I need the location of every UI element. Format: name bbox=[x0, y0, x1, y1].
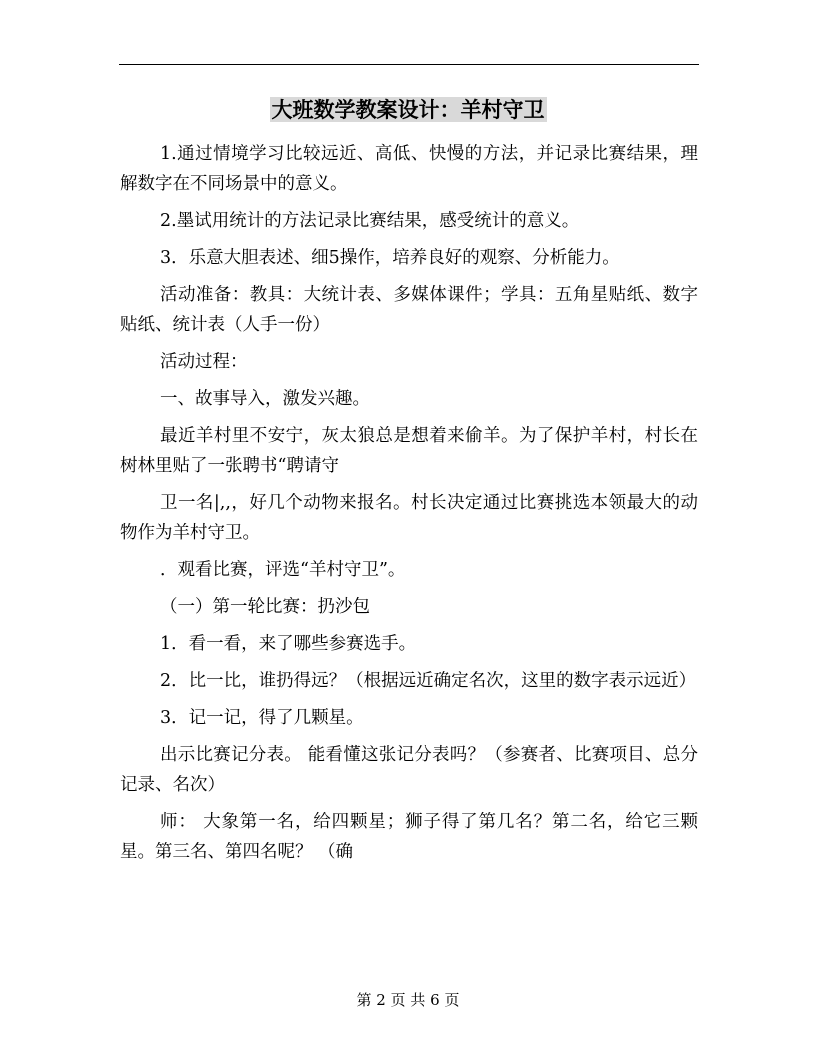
paragraph: 2.墨试用统计的方法记录比赛结果，感受统计的意义。 bbox=[160, 211, 580, 231]
paragraph: 一、故事导入，激发兴趣。 bbox=[160, 389, 370, 409]
page-footer: 第 2 页 共 6 页 bbox=[356, 991, 460, 1009]
document-title-text: 大班数学教案设计：羊村守卫 bbox=[271, 97, 545, 122]
paragraph: 师： 大象第一名，给四颗星；狮子得了第几名？第二名，给它三颗星。第三名、第四名呢？ （确 bbox=[120, 812, 698, 862]
paragraph: 最近羊村里不安宁，灰太狼总是想着来偷羊。为了保护羊村，村长在树林里贴了一张聘书“聘请守 bbox=[120, 426, 698, 476]
paragraph: 出示比赛记分表。 能看懂这张记分表吗？（参赛者、比赛项目、总分记录、名次） bbox=[120, 745, 698, 795]
document-body bbox=[120, 139, 698, 874]
paragraph: 2．比一比，谁扔得远？（根据远近确定名次，这里的数字表示远近） bbox=[160, 671, 697, 691]
paragraph: 1．看一看，来了哪些参赛选手。 bbox=[160, 634, 417, 654]
paragraph: 活动过程： bbox=[160, 352, 248, 372]
paragraph: 活动准备：教具：大统计表、多媒体课件；学具：五角星贴纸、数字贴纸、统计表（人手一份） bbox=[120, 285, 698, 335]
paragraph: 3．乐意大胆表述、细5操作，培养良好的观察、分析能力。 bbox=[160, 248, 620, 268]
document-title bbox=[0, 96, 816, 124]
paragraph: 卫一名|,,，好几个动物来报名。村长决定通过比赛挑选本领最大的动物作为羊村守卫。 bbox=[120, 493, 698, 543]
paragraph: 3．记一记，得了几颗星。 bbox=[160, 708, 364, 728]
paragraph: ．观看比赛，评选“羊村守卫”。 bbox=[160, 560, 406, 580]
header-rule bbox=[119, 64, 699, 65]
paragraph: （一）第一轮比赛：扔沙包 bbox=[160, 597, 370, 617]
paragraph: 1.通过情境学习比较远近、高低、快慢的方法，并记录比赛结果，理解数字在不同场景中的意义。 bbox=[120, 144, 698, 194]
